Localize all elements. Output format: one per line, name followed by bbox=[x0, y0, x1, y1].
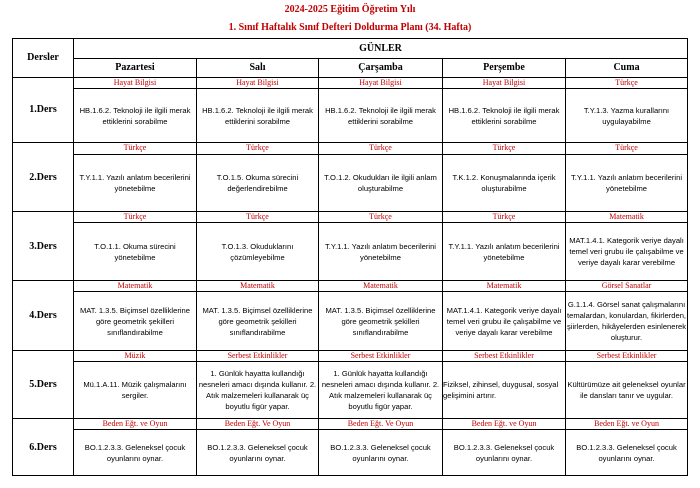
objective-cell: HB.1.6.2. Teknoloji ile ilgili merak ettiklerini sorabilme bbox=[197, 88, 319, 143]
objective-cell: T.O.1.3. Okuduklarını çözümleyebilme bbox=[197, 223, 319, 281]
subject-cell: Beden Eğt. ve Oyun bbox=[566, 419, 688, 430]
subject-cell: Hayat Bilgisi bbox=[74, 77, 197, 88]
objective-cell: Mü.1.A.11. Müzik çalışmalarını sergiler. bbox=[74, 362, 197, 419]
objective-cell: BO.1.2.3.3. Geleneksel çocuk oyunlarını oynar. bbox=[74, 430, 197, 476]
subject-cell: Türkçe bbox=[319, 143, 443, 154]
subject-cell: Türkçe bbox=[197, 212, 319, 223]
subject-cell: Serbest Etkinlikler bbox=[443, 351, 566, 362]
objective-cell: 1. Günlük hayatta kullandığı nesneleri amacı dışında kullanır. 2. Atık malzemeleri kullanarak üç boyutlu figür yapar. bbox=[197, 362, 319, 419]
subject-cell: Türkçe bbox=[74, 143, 197, 154]
objective-cell: MAT. 1.3.5. Biçimsel özelliklerine göre geometrik şekilleri sınıflandırabilme bbox=[74, 292, 197, 351]
objective-cell: T.O.1.2. Okudukları ile ilgili anlam oluşturabilme bbox=[319, 154, 443, 212]
subject-cell: Türkçe bbox=[443, 212, 566, 223]
subject-cell: Türkçe bbox=[197, 143, 319, 154]
objective-cell: G.1.1.4. Görsel sanat çalışmalarını temalardan, konulardan, fikirlerden, şiirlerden, hikâyelerden esinlenerek oluşturur. bbox=[566, 292, 688, 351]
subject-cell: Matematik bbox=[319, 281, 443, 292]
subject-cell: Serbest Etkinlikler bbox=[319, 351, 443, 362]
day-header-monday: Pazartesi bbox=[74, 59, 197, 77]
lesson-label: 1.Ders bbox=[13, 77, 74, 143]
subject-cell: Müzik bbox=[74, 351, 197, 362]
objective-cell: Kültürümüze ait geleneksel oyunlar ile dansları tanır ve uygular. bbox=[566, 362, 688, 419]
lesson-label: 3.Ders bbox=[13, 212, 74, 281]
objective-cell: T.O.1.5. Okuma sürecini değerlendirebilme bbox=[197, 154, 319, 212]
subject-cell: Serbest Etkinlikler bbox=[566, 351, 688, 362]
objective-cell: HB.1.6.2. Teknoloji ile ilgili merak ettiklerini sorabilme bbox=[319, 88, 443, 143]
objective-cell: 1. Günlük hayatta kullandığı nesneleri amacı dışında kullanır. 2. Atık malzemeleri kullanarak üç boyutlu figür yapar. bbox=[319, 362, 443, 419]
objective-cell: BO.1.2.3.3. Geleneksel çocuk oyunlarını oynar. bbox=[443, 430, 566, 476]
subject-cell: Matematik bbox=[74, 281, 197, 292]
document-title-year: 2024-2025 Eğitim Öğretim Yılı bbox=[284, 4, 416, 15]
subject-cell: Beden Eğt. Ve Oyun bbox=[197, 419, 319, 430]
objective-cell: BO.1.2.3.3. Geleneksel çocuk oyunlarını oynar. bbox=[319, 430, 443, 476]
day-header-tuesday: Salı bbox=[197, 59, 319, 77]
objective-cell: MAT.1.4.1. Kategorik veriye dayalı temel veri grubu ile çalışabilme ve veriye dayalı karar verebilme bbox=[566, 223, 688, 281]
subject-cell: Beden Eğt. ve Oyun bbox=[74, 419, 197, 430]
objective-cell: MAT.1.4.1. Kategorik veriye dayalı temel veri grubu ile çalışabilme ve veriye dayalı karar verebilme bbox=[443, 292, 566, 351]
days-group-header: GÜNLER bbox=[74, 39, 688, 59]
objective-cell: BO.1.2.3.3. Geleneksel çocuk oyunlarını oynar. bbox=[197, 430, 319, 476]
subject-cell: Hayat Bilgisi bbox=[319, 77, 443, 88]
subject-cell: Türkçe bbox=[566, 143, 688, 154]
lessons-header: Dersler bbox=[13, 39, 74, 78]
lesson-label: 2.Ders bbox=[13, 143, 74, 212]
subject-cell: Matematik bbox=[566, 212, 688, 223]
objective-cell: T.O.1.1. Okuma sürecini yönetebilme bbox=[74, 223, 197, 281]
subject-cell: Türkçe bbox=[319, 212, 443, 223]
objective-cell: T.Y.1.1. Yazılı anlatım becerilerini yönetebilme bbox=[319, 223, 443, 281]
objective-cell: T.Y.1.1. Yazılı anlatım becerilerini yönetebilme bbox=[443, 223, 566, 281]
subject-cell: Türkçe bbox=[566, 77, 688, 88]
subject-cell: Türkçe bbox=[443, 143, 566, 154]
subject-cell: Matematik bbox=[197, 281, 319, 292]
subject-cell: Serbest Etkinlikler bbox=[197, 351, 319, 362]
objective-cell: HB.1.6.2. Teknoloji ile ilgili merak ettiklerini sorabilme bbox=[74, 88, 197, 143]
subject-cell: Beden Eğt. Ve Oyun bbox=[319, 419, 443, 430]
day-header-wednesday: Çarşamba bbox=[319, 59, 443, 77]
day-header-thursday: Perşembe bbox=[443, 59, 566, 77]
subject-cell: Türkçe bbox=[74, 212, 197, 223]
subject-cell: Hayat Bilgisi bbox=[197, 77, 319, 88]
weekly-plan-table bbox=[12, 38, 688, 476]
objective-cell: Fiziksel, zihinsel, duygusal, sosyal gelişimini artırır. bbox=[443, 362, 566, 419]
objective-cell: MAT. 1.3.5. Biçimsel özelliklerine göre geometrik şekilleri sınıflandırabilme bbox=[319, 292, 443, 351]
subject-cell: Beden Eğt. ve Oyun bbox=[443, 419, 566, 430]
lesson-label: 5.Ders bbox=[13, 351, 74, 419]
day-header-friday: Cuma bbox=[566, 59, 688, 77]
objective-cell: T.K.1.2. Konuşmalarında içerik oluşturabilme bbox=[443, 154, 566, 212]
objective-cell: MAT. 1.3.5. Biçimsel özelliklerine göre geometrik şekilleri sınıflandırabilme bbox=[197, 292, 319, 351]
objective-cell: T.Y.1.1. Yazılı anlatım becerilerini yönetebilme bbox=[566, 154, 688, 212]
subject-cell: Hayat Bilgisi bbox=[443, 77, 566, 88]
lesson-label: 6.Ders bbox=[13, 419, 74, 476]
objective-cell: T.Y.1.3. Yazma kurallarını uygulayabilme bbox=[566, 88, 688, 143]
document-title-plan: 1. Sınıf Haftalık Sınıf Defteri Doldurma Planı (34. Hafta) bbox=[228, 22, 472, 33]
objective-cell: HB.1.6.2. Teknoloji ile ilgili merak ettiklerini sorabilme bbox=[443, 88, 566, 143]
objective-cell: T.Y.1.1. Yazılı anlatım becerilerini yönetebilme bbox=[74, 154, 197, 212]
lesson-label: 4.Ders bbox=[13, 281, 74, 351]
subject-cell: Matematik bbox=[443, 281, 566, 292]
objective-cell: BO.1.2.3.3. Geleneksel çocuk oyunlarını oynar. bbox=[566, 430, 688, 476]
subject-cell: Görsel Sanatlar bbox=[566, 281, 688, 292]
